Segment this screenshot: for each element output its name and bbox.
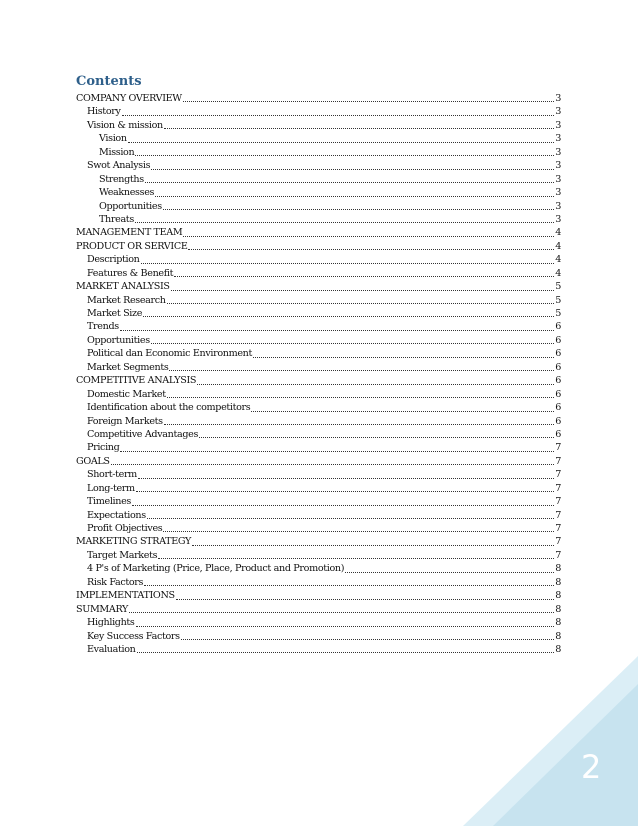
toc-entry[interactable]: [76, 401, 561, 414]
toc-dot-leader: [132, 505, 554, 506]
toc-entry-title: Vision & mission: [87, 119, 163, 131]
toc-dot-leader: [158, 558, 554, 559]
toc-entry-title: Political dan Economic Environment: [87, 348, 253, 360]
toc-entry[interactable]: [76, 92, 561, 105]
toc-entry-page: 8: [555, 617, 561, 629]
toc-dot-leader: [251, 411, 554, 412]
toc-entry-title: Foreign Markets: [87, 415, 163, 427]
toc-entry-page: 6: [555, 375, 561, 387]
toc-dot-leader: [163, 209, 554, 210]
toc-entry-page: 8: [555, 603, 561, 615]
toc-dot-leader: [120, 451, 554, 452]
toc-entry-page: 8: [555, 630, 561, 642]
toc-entry-title: Trends: [87, 321, 119, 333]
toc-dot-leader: [176, 599, 555, 600]
toc-dot-leader: [345, 572, 554, 573]
toc-dot-leader: [167, 303, 555, 304]
toc-dot-leader: [145, 182, 554, 183]
toc-entry-title: Evaluation: [87, 643, 136, 655]
toc-entry-page: 6: [555, 402, 561, 414]
toc-entry-title: MARKET ANALYSIS: [76, 281, 170, 293]
toc-entry[interactable]: [76, 347, 561, 360]
toc-entry-title: Target Markets: [87, 549, 158, 561]
toc-entry[interactable]: [76, 495, 561, 508]
toc-entry-page: 6: [555, 321, 561, 333]
toc-entry-page: 3: [555, 187, 561, 199]
toc-entry-title: Timelines: [87, 496, 132, 508]
toc-entry-title: MARKETING STRATEGY: [76, 536, 191, 548]
toc-dot-leader: [135, 155, 554, 156]
toc-entry[interactable]: [76, 441, 561, 454]
toc-entry-page: 3: [555, 93, 561, 104]
toc-entry[interactable]: [76, 576, 561, 589]
toc-dot-leader: [183, 236, 554, 237]
toc-entry[interactable]: [76, 159, 561, 172]
toc-entry-title: Mission: [99, 146, 135, 158]
toc-entry-title: History: [87, 106, 121, 118]
toc-entry-page: 7: [555, 469, 561, 481]
toc-entry[interactable]: [76, 146, 561, 159]
toc-entry-page: 7: [555, 509, 561, 521]
toc-dot-leader: [171, 290, 555, 291]
toc-entry-title: PRODUCT OR SERVICE: [76, 240, 188, 252]
toc-dot-leader: [164, 424, 554, 425]
toc-entry[interactable]: [76, 428, 561, 441]
toc-entry-title: Description: [87, 254, 140, 266]
toc-entry-title: Highlights: [87, 617, 135, 629]
toc-entry[interactable]: [76, 173, 561, 186]
toc-entry[interactable]: [76, 562, 561, 575]
toc-entry-page: 3: [555, 133, 561, 145]
toc-dot-leader: [199, 437, 554, 438]
toc-entry-title: Weaknesses: [99, 187, 155, 199]
toc-dot-leader: [174, 276, 554, 277]
toc-entry-page: 6: [555, 348, 561, 360]
toc-entry[interactable]: [76, 643, 561, 656]
toc-entry-title: Threats: [99, 213, 134, 225]
toc-entry[interactable]: [76, 213, 561, 226]
toc-entry-title: Opportunities: [99, 200, 162, 212]
toc-entry[interactable]: [76, 253, 561, 266]
toc-entry[interactable]: [76, 468, 561, 481]
toc-dot-leader: [138, 478, 554, 479]
toc-entry[interactable]: [76, 186, 561, 199]
toc-dot-leader: [120, 330, 554, 331]
toc-dot-leader: [181, 639, 555, 640]
toc-entry[interactable]: [76, 132, 561, 145]
toc-dot-leader: [143, 316, 554, 317]
toc-entry-title: Vision: [99, 133, 127, 145]
toc-entry[interactable]: [76, 630, 561, 643]
toc-dot-leader: [135, 222, 554, 223]
toc-dot-leader: [188, 249, 554, 250]
toc-entry-page: 4: [555, 240, 561, 252]
toc-entry-title: Long-term: [87, 482, 135, 494]
toc-entry-title: Expectations: [87, 509, 146, 521]
toc-entry[interactable]: [76, 119, 561, 132]
toc-dot-leader: [253, 357, 554, 358]
toc-entry-page: 3: [555, 119, 561, 131]
toc-entry[interactable]: [76, 307, 561, 320]
toc-entry[interactable]: [76, 415, 561, 428]
toc-entry-title: MANAGEMENT TEAM: [76, 227, 183, 239]
toc-entry-page: 3: [555, 213, 561, 225]
toc-entry-title: Short-term: [87, 469, 137, 481]
toc-entry[interactable]: [76, 200, 561, 213]
corner-decoration: [463, 656, 638, 826]
toc-entry-title: Market Research: [87, 294, 166, 306]
toc-entry[interactable]: [76, 482, 561, 495]
toc-entry-title: Opportunities: [87, 334, 150, 346]
toc-entry-title: Risk Factors: [87, 576, 144, 588]
toc-dot-leader: [141, 263, 555, 264]
table-of-contents: [76, 92, 561, 656]
toc-entry[interactable]: [76, 105, 561, 118]
toc-entry-page: 3: [555, 146, 561, 158]
toc-dot-leader: [111, 464, 555, 465]
toc-dot-leader: [136, 626, 555, 627]
toc-entry-title: 4 P's of Marketing (Price, Place, Product and Promotion): [87, 563, 345, 575]
toc-entry[interactable]: [76, 294, 561, 307]
toc-entry-page: 7: [555, 496, 561, 508]
toc-entry[interactable]: [76, 603, 561, 616]
toc-entry-title: Swot Analysis: [87, 160, 151, 172]
toc-dot-leader: [163, 531, 554, 532]
toc-heading: Contents: [76, 74, 142, 89]
toc-entry-page: 8: [555, 643, 561, 655]
toc-entry-page: 7: [555, 549, 561, 561]
toc-entry-title: Features & Benefit: [87, 267, 174, 279]
toc-entry-title: COMPETITIVE ANALYSIS: [76, 375, 197, 387]
toc-dot-leader: [183, 101, 554, 102]
toc-entry-page: 3: [555, 160, 561, 172]
toc-entry-title: IMPLEMENTATIONS: [76, 590, 175, 602]
toc-dot-leader: [169, 370, 554, 371]
toc-entry-page: 5: [555, 281, 561, 293]
toc-entry[interactable]: [76, 334, 561, 347]
toc-entry-page: 7: [555, 482, 561, 494]
toc-entry-title: Domestic Market: [87, 388, 166, 400]
toc-entry-title: Competitive Advantages: [87, 428, 199, 440]
toc-dot-leader: [192, 545, 554, 546]
toc-dot-leader: [129, 612, 554, 613]
toc-entry-page: 6: [555, 428, 561, 440]
toc-entry[interactable]: [76, 226, 561, 239]
toc-entry[interactable]: [76, 535, 561, 548]
toc-entry-title: Market Segments: [87, 361, 169, 373]
toc-entry[interactable]: [76, 455, 561, 468]
toc-entry-page: 8: [555, 576, 561, 588]
toc-entry-page: 8: [555, 590, 561, 602]
toc-entry-title: Profit Objectives: [87, 523, 163, 534]
toc-entry-page: 6: [555, 415, 561, 427]
toc-entry[interactable]: [76, 280, 561, 293]
toc-entry[interactable]: [76, 589, 561, 602]
toc-entry[interactable]: [76, 522, 561, 535]
toc-entry-page: 6: [555, 334, 561, 346]
toc-entry-page: 7: [555, 455, 561, 467]
toc-dot-leader: [144, 585, 554, 586]
toc-entry[interactable]: [76, 549, 561, 562]
toc-entry-page: 7: [555, 536, 561, 548]
toc-entry-page: 5: [555, 294, 561, 306]
page-number: 2: [581, 748, 602, 786]
toc-entry[interactable]: [76, 361, 561, 374]
toc-entry-page: 4: [555, 254, 561, 266]
toc-entry-page: 3: [555, 173, 561, 185]
toc-entry-title: Identification about the competitors: [87, 402, 251, 414]
toc-dot-leader: [151, 169, 554, 170]
toc-entry-page: 4: [555, 267, 561, 279]
toc-entry-page: 3: [555, 200, 561, 212]
toc-dot-leader: [137, 652, 555, 653]
toc-dot-leader: [128, 142, 555, 143]
toc-entry-title: SUMMARY: [76, 603, 129, 615]
toc-entry[interactable]: [76, 240, 561, 253]
toc-entry-title: Market Size: [87, 308, 143, 319]
toc-entry-page: 7: [555, 442, 561, 454]
toc-dot-leader: [151, 343, 554, 344]
toc-entry[interactable]: [76, 616, 561, 629]
toc-entry[interactable]: [76, 388, 561, 401]
toc-entry-page: 6: [555, 388, 561, 400]
toc-dot-leader: [136, 491, 554, 492]
toc-entry-page: 3: [555, 106, 561, 118]
toc-entry-title: COMPANY OVERVIEW: [76, 93, 182, 104]
toc-dot-leader: [147, 518, 554, 519]
toc-entry-title: GOALS: [76, 455, 110, 467]
toc-dot-leader: [164, 128, 554, 129]
toc-entry-title: Key Success Factors: [87, 630, 180, 642]
toc-dot-leader: [197, 384, 554, 385]
toc-dot-leader: [122, 115, 555, 116]
toc-entry[interactable]: [76, 320, 561, 333]
toc-entry-page: 4: [555, 227, 561, 239]
toc-dot-leader: [155, 196, 554, 197]
toc-entry-page: 5: [555, 308, 561, 319]
toc-entry[interactable]: [76, 267, 561, 280]
toc-entry[interactable]: [76, 509, 561, 522]
toc-dot-leader: [167, 397, 554, 398]
toc-entry-page: 6: [555, 361, 561, 373]
toc-entry-title: Pricing: [87, 442, 120, 454]
toc-entry-page: 7: [555, 523, 561, 534]
toc-entry[interactable]: [76, 374, 561, 387]
toc-entry-page: 8: [555, 563, 561, 575]
toc-entry-title: Strengths: [99, 173, 144, 185]
